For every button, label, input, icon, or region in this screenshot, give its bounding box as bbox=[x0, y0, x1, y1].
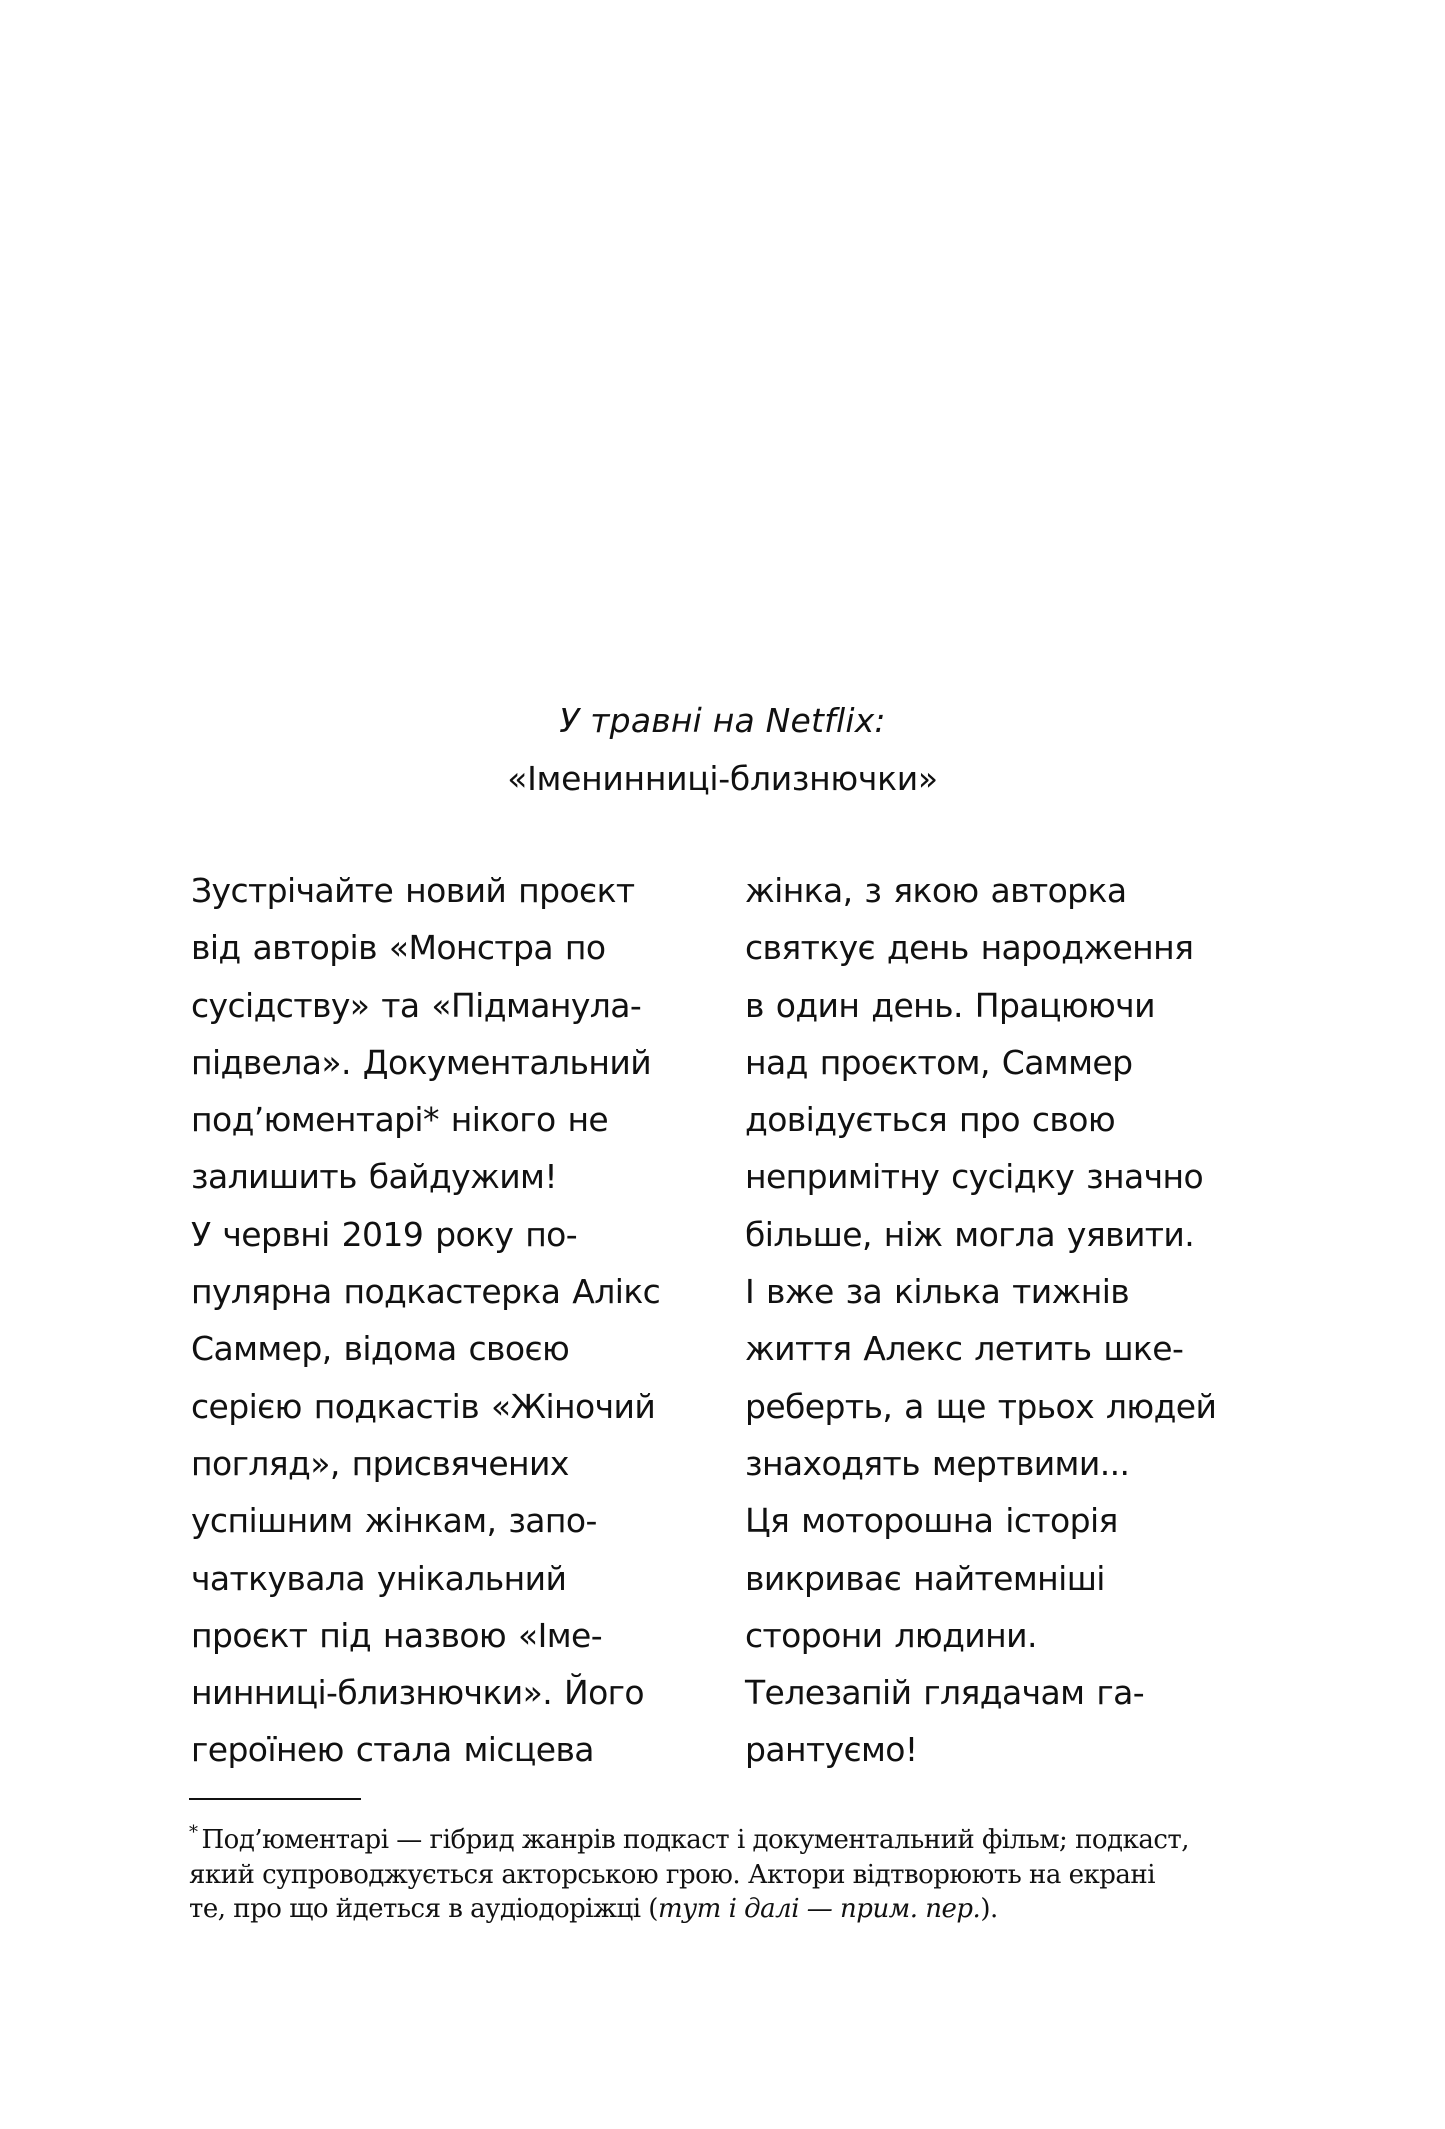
text-line: над проєктом, Саммер bbox=[745, 1042, 1133, 1082]
text-line: святкує день народження bbox=[745, 928, 1194, 968]
text-line: сторони людини. bbox=[745, 1615, 1037, 1655]
text-line: под’юментарі* нікого не bbox=[191, 1100, 609, 1140]
text-line: героїнею стала місцева bbox=[191, 1730, 594, 1770]
heading-subtitle: У травні на Netflix: bbox=[559, 701, 886, 740]
text-line: успішним жінкам, запо- bbox=[191, 1501, 597, 1541]
text-line: залишить байдужим! bbox=[191, 1157, 557, 1197]
text-line: чаткувала унікальний bbox=[191, 1558, 567, 1598]
text-line: довідується про свою bbox=[745, 1100, 1116, 1140]
text-line: підвела». Документальний bbox=[191, 1042, 652, 1082]
text-line: Зустрічайте новий проєкт bbox=[191, 871, 635, 910]
footnote-marker: * bbox=[189, 1822, 198, 1843]
text-line: проєкт під назвою «Іме- bbox=[191, 1615, 603, 1655]
footnote-line bbox=[189, 1892, 1269, 1927]
text-line: реберть, а ще трьох людей bbox=[745, 1386, 1217, 1426]
text-line: Ця моторошна історія bbox=[745, 1501, 1118, 1541]
text-line: жінка, з якою авторка bbox=[745, 871, 1127, 910]
left-text-column bbox=[191, 862, 711, 1779]
text-line: в один день. Працюючи bbox=[745, 985, 1155, 1025]
text-line: більше, ніж могла уявити. bbox=[745, 1214, 1195, 1254]
text-line: рантуємо! bbox=[745, 1730, 918, 1770]
footnote-text: ). bbox=[980, 1894, 998, 1924]
text-line: сусідству» та «Підманула- bbox=[191, 985, 642, 1025]
text-line: від авторів «Монстра по bbox=[191, 928, 606, 968]
text-line: Телезапій глядачам га- bbox=[745, 1673, 1144, 1713]
text-line: знаходять мертвими... bbox=[745, 1443, 1130, 1483]
footnote-divider bbox=[189, 1798, 361, 1800]
text-line: пулярна подкастерка Алікс bbox=[191, 1272, 661, 1312]
text-line: нинниці-близнючки». Його bbox=[191, 1673, 645, 1713]
text-line: У червні 2019 року по- bbox=[191, 1214, 578, 1254]
footnote-text: те, про що йдеться в аудіодоріжці ( bbox=[189, 1894, 658, 1924]
footnote bbox=[189, 1816, 1269, 1927]
right-text-column bbox=[745, 862, 1265, 1779]
heading-title: «Іменинниці-близнючки» bbox=[507, 759, 938, 798]
text-line: погляд», присвячених bbox=[191, 1443, 569, 1483]
text-line: викриває найтемніші bbox=[745, 1558, 1105, 1598]
footnote-text: Под’юментарі — гібрид жанрів подкаст і документальний фільм; подкаст, bbox=[201, 1825, 1190, 1855]
text-line: життя Алекс летить шке- bbox=[745, 1329, 1184, 1369]
text-line: І вже за кілька тижнів bbox=[745, 1272, 1130, 1312]
text-line: серією подкастів «Жіночий bbox=[191, 1386, 656, 1426]
text-line: Саммер, відома своєю bbox=[191, 1329, 570, 1369]
text-line: непримітну сусідку значно bbox=[745, 1157, 1204, 1197]
footnote-line bbox=[189, 1816, 1269, 1858]
footnote-line: який супроводжується акторською грою. Актори відтворюють на екрані bbox=[189, 1859, 1156, 1890]
translator-note: тут і далі — прим. пер. bbox=[657, 1894, 981, 1924]
announcement-heading bbox=[0, 692, 1445, 808]
